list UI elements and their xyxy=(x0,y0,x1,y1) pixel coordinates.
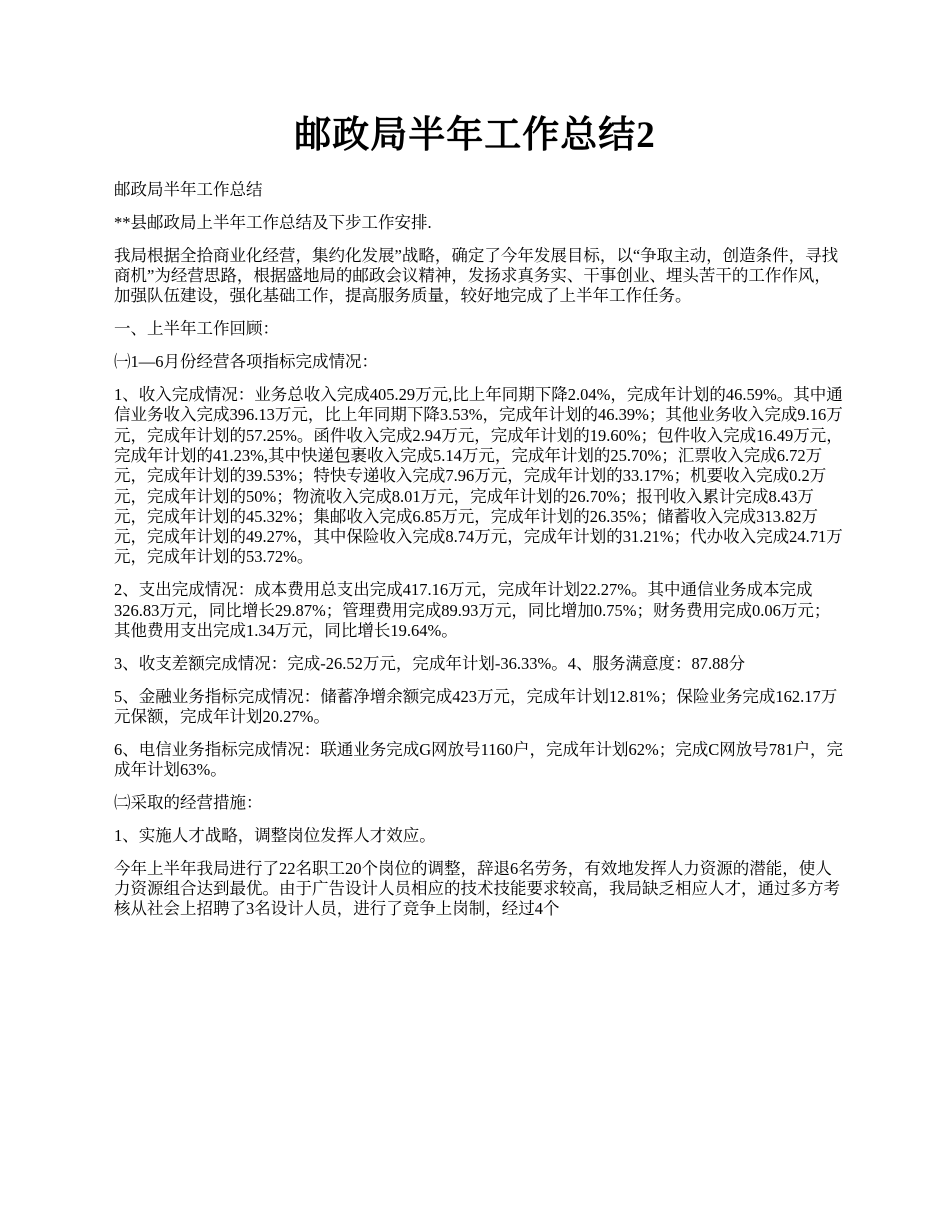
document-body xyxy=(114,180,844,932)
subsection-heading-measures: ㈡采取的经营措施： xyxy=(114,793,263,813)
paragraph-staffing: 今年上半年我局进行了22名职工20个岗位的调整，辞退6名劳务，有效地发挥人力资源的潜能，使人力资源组合达到最优。由于广告设计人员相应的技术技能要求较高，我局缺乏相应人才，通过多方考核从社会上招聘了3名设计人员，进行了竞争上岗制，经过4个 xyxy=(114,858,840,919)
paragraph-balance: 3、收支差额完成情况：完成-26.52万元，完成年计划-36.33%。4、服务满意度：87.88分 xyxy=(114,653,746,673)
document-title: 邮政局半年工作总结2 xyxy=(294,115,656,156)
paragraph-talent-strategy: 1、实施人才战略，调整岗位发挥人才效应。 xyxy=(114,825,436,845)
subsection-heading-indicators: ㈠1—6月份经营各项指标完成情况： xyxy=(114,352,378,372)
paragraph-intro: 我局根据全拾商业化经营，集约化发展”战略，确定了今年发展目标，以“争取主动，创造条件，寻找商机”为经营思路，根据盛地局的邮政会议精神，发扬求真务实、干事创业、埋头苦干的工作作风，加强队伍建设，强化基础工作，提高服务质量，较好地完成了上半年工作任务。 xyxy=(114,245,839,306)
paragraph-county-summary: **县邮政局上半年工作总结及下步工作安排. xyxy=(114,212,432,232)
paragraph-finance: 5、金融业务指标完成情况：储蓄净增余额完成423万元，完成年计划12.81%；保险业务完成162.17万元保额，完成年计划20.27%。 xyxy=(114,686,838,726)
paragraph-subtitle: 邮政局半年工作总结 xyxy=(114,180,263,199)
paragraph-income: 1、收入完成情况：业务总收入完成405.29万元,比上年同期下降2.04%，完成年计划的46.59%。其中通信业务收入完成396.13万元，比上年同期下降3.53%，完成年计划的46.39%；其他业务收入完成9.16万元，完成年计划的57.25%。函件收入完成2.94万元，完成年计划的19.60%；包件收入完成16.49万元，完成年计划的41.23%,其中快递包裹收入完成5.14万元，完成年计划的25.70%；汇票收入完成6.72万元，完成年计划的39.53%；特快专递收入完成7.96万元，完成年计划的33.17%；机要收入完成0.2万元，完成年计划的50%；物流收入完成8.01万元，完成年计划的26.70%；报刊收入累计完成8.43万元，完成年计划的45.32%；集邮收入完成6.85万元，完成年计划的26.35%；储蓄收入完成313.82万元，完成年计划的49.27%，其中保险收入完成8.74万元，完成年计划的31.21%；代办收入完成24.71万元，完成年计划的53.72%。 xyxy=(114,385,843,567)
paragraph-telecom: 6、电信业务指标完成情况：联通业务完成G网放号1160户，完成年计划62%；完成C网放号781户，完成年计划63%。 xyxy=(114,739,844,780)
paragraph-expenditure: 2、支出完成情况：成本费用总支出完成417.16万元，完成年计划22.27%。其中通信业务成本完成326.83万元，同比增长29.87%；管理费用完成89.93万元，同比增加0.75%；财务费用完成0.06万元；其他费用支出完成1.34万元，同比增长19.64%。 xyxy=(114,580,831,640)
section-heading-review: 一、上半年工作回顾： xyxy=(114,319,279,339)
